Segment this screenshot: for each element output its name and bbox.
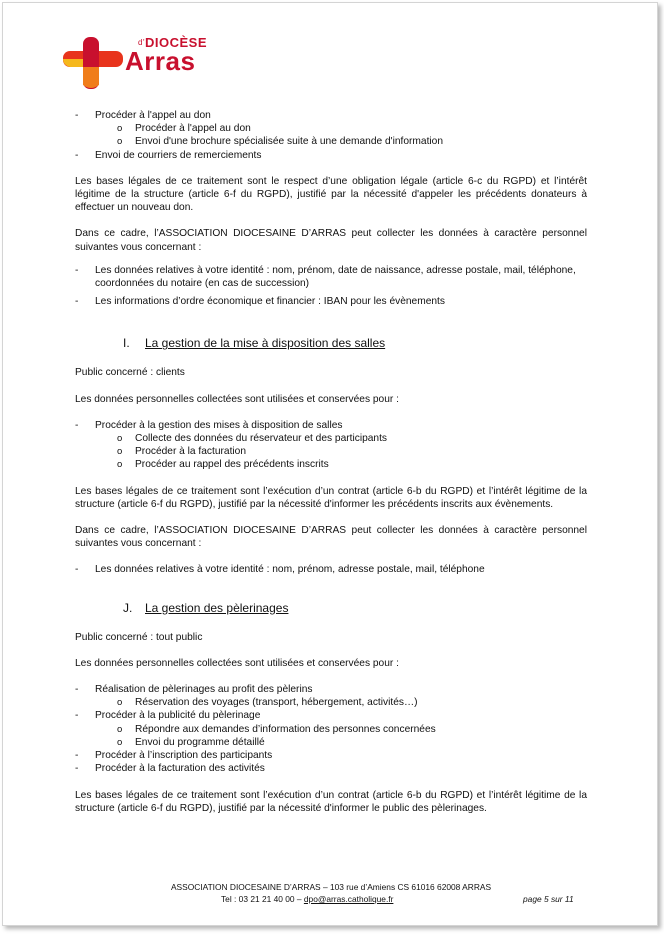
list-item-text: Procéder à la publicité du pèlerinage	[95, 710, 261, 722]
list-item-text: Procéder à la facturation des activités	[95, 763, 265, 775]
sub-list-item	[75, 696, 587, 709]
sub-item-text: Réservation des voyages (transport, hébergement, activités…)	[135, 697, 418, 709]
dash-marker: -	[75, 264, 79, 276]
page-number: page 5 sur 11	[523, 894, 574, 904]
list-item-text: Procéder à la gestion des mises à disposition de salles	[95, 419, 343, 431]
footer-contact	[221, 893, 393, 905]
list-item-text: Envoi de courriers de remerciements	[95, 149, 262, 161]
diocese-logo	[61, 33, 221, 95]
list-item	[75, 683, 587, 696]
dash-marker: -	[75, 296, 79, 308]
sub-item-text: Procéder au rappel des précédents inscrits	[135, 459, 329, 471]
list-item	[75, 149, 587, 162]
dash-marker: -	[75, 110, 79, 121]
bullet-marker: o	[117, 736, 123, 748]
list-item	[75, 563, 587, 576]
legal-basis-paragraph: Les bases légales de ce traitement sont l’exécution d’un contrat (article 6-b du RGPD) et l’intérêt légitime de la structure (article 6-f du RGPD), justifié par la nécessité d'informer les précédents inscrits aux évènements.	[75, 485, 587, 510]
bullet-marker: o	[117, 136, 123, 148]
data-collection-paragraph: Dans ce cadre, l’ASSOCIATION DIOCESAINE D’ARRAS peut collecter les données à caractère personnel suivantes vous concernant :	[75, 525, 587, 550]
footer-tel: Tel : 03 21 21 40 00 –	[221, 894, 304, 904]
footer-contact-row	[3, 893, 659, 905]
list-item	[75, 109, 587, 122]
sub-list-item	[75, 736, 587, 749]
dash-marker: -	[75, 564, 79, 576]
list-item	[75, 709, 587, 722]
list-item	[75, 264, 587, 290]
logo-line-2: Arras	[125, 46, 196, 76]
list-item-text: Les informations d’ordre économique et financier : IBAN pour les évènements	[95, 296, 445, 308]
public-concerned: Public concerné : tout public	[75, 631, 203, 643]
sub-item-text: Envoi d'une brochure spécialisée suite à une demande d'information	[135, 136, 444, 148]
bullet-marker: o	[117, 446, 123, 458]
section-intro: Les données personnelles collectées sont utilisées et conservées pour :	[75, 393, 399, 405]
bullet-marker: o	[117, 433, 123, 445]
sub-list-item	[75, 122, 587, 135]
sub-list-item	[75, 458, 587, 471]
dash-marker: -	[75, 149, 79, 161]
legal-basis-paragraph: Les bases légales de ce traitement sont le respect d’une obligation légale (article 6-c du RGPD) et l’intérêt légitime de la structure (article 6-f du RGPD), justifié par la nécessité d'appeler les précédents donateurs à effectuer un nouveau don.	[75, 175, 587, 214]
dash-marker: -	[75, 419, 79, 431]
section-number: I.	[123, 336, 130, 351]
section-intro: Les données personnelles collectées sont utilisées et conservées pour :	[75, 657, 399, 669]
sub-item-text: Collecte des données du réservateur et des participants	[135, 433, 388, 445]
list-item	[75, 295, 587, 308]
list-item-text: Les données relatives à votre identité : nom, prénom, date de naissance, adresse postale, mail, téléphone, coordonnées du notaire (en cas de succession)	[95, 264, 576, 290]
bullet-marker: o	[117, 123, 123, 135]
dash-marker: -	[75, 750, 79, 762]
dash-marker: -	[75, 763, 79, 775]
logo-prefix: d'	[138, 38, 145, 47]
page-footer	[3, 881, 659, 905]
dash-marker: -	[75, 684, 79, 696]
list-item	[75, 762, 587, 775]
section-heading-j	[75, 601, 587, 616]
section-title: La gestion de la mise à disposition des salles	[145, 336, 386, 351]
sub-list-item	[75, 432, 587, 445]
section-heading-i	[75, 336, 587, 351]
footer-email-link[interactable]: dpo@arras.catholique.fr	[303, 894, 394, 904]
section-title: La gestion des pèlerinages	[145, 600, 289, 615]
sub-list-item	[75, 135, 587, 148]
legal-basis-paragraph: Les bases légales de ce traitement sont l’exécution d’un contrat (article 6-b du RGPD) et l’intérêt légitime de la structure (article 6-f du RGPD), justifié par la nécessité d'informer le public des pèlerinages.	[75, 789, 587, 814]
list-item	[75, 749, 587, 762]
cross-logo-icon	[61, 33, 131, 93]
footer-address: ASSOCIATION DIOCESAINE D’ARRAS – 103 rue d’Amiens CS 61016 62008 ARRAS	[170, 882, 492, 892]
list-item-text: Les données relatives à votre identité : nom, prénom, adresse postale, mail, téléphone	[95, 564, 485, 576]
bullet-marker: o	[117, 723, 123, 735]
list-item-text: Procéder à l’inscription des participants	[95, 750, 273, 762]
data-collection-paragraph: Dans ce cadre, l’ASSOCIATION DIOCESAINE D’ARRAS peut collecter les données à caractère personnel suivantes vous concernant :	[75, 228, 587, 253]
list-item	[75, 419, 587, 432]
document-page	[2, 2, 658, 926]
sub-item-text: Répondre aux demandes d’information des personnes concernées	[135, 723, 436, 735]
list-item-text: Réalisation de pèlerinages au profit des pèlerins	[95, 684, 313, 696]
list-item-text: Procéder à l'appel au don	[95, 110, 211, 121]
sub-list-item	[75, 723, 587, 736]
public-concerned: Public concerné : clients	[75, 367, 185, 379]
logo-diocese-text: DIOCÈSE	[144, 35, 207, 50]
dash-marker: -	[75, 710, 79, 722]
sub-item-text: Procéder à l'appel au don	[135, 123, 251, 135]
section-number: J.	[123, 600, 133, 615]
document-body	[75, 109, 587, 815]
sub-item-text: Envoi du programme détaillé	[135, 736, 265, 748]
sub-item-text: Procéder à la facturation	[135, 446, 246, 458]
bullet-marker: o	[117, 459, 123, 471]
bullet-marker: o	[117, 697, 123, 709]
sub-list-item	[75, 445, 587, 458]
